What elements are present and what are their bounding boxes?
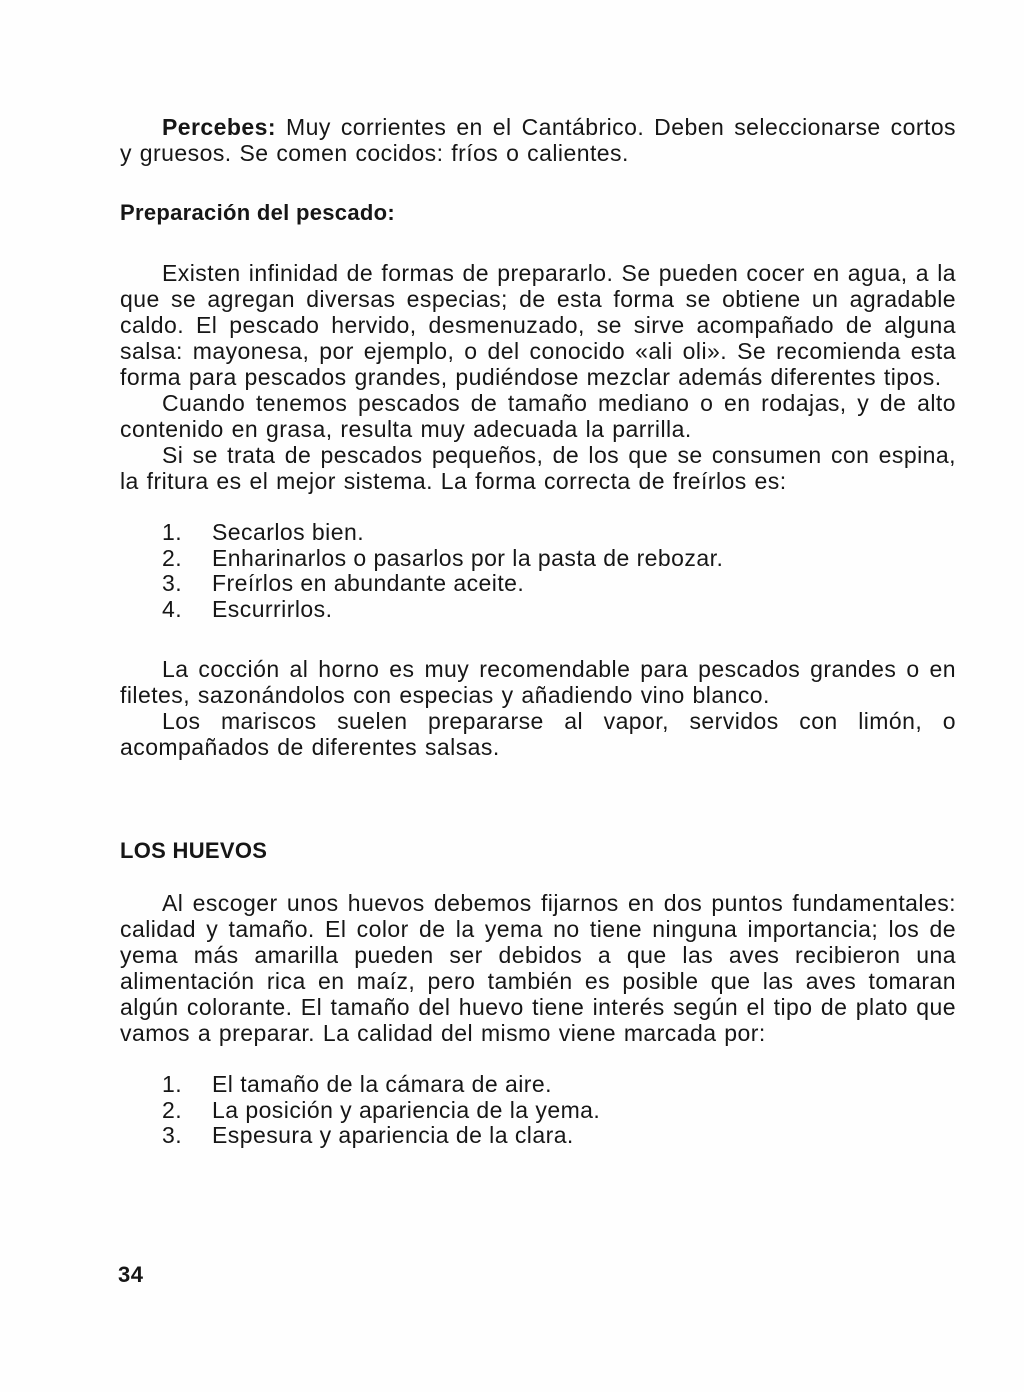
list-text: Escurrirlos. xyxy=(212,595,333,622)
list-item xyxy=(120,520,956,546)
fish-preparation-paragraph-2: Cuando tenemos pescados de tamaño mediano o en rodajas, y de alto contenido en grasa, resulta muy adecuada la parrilla. xyxy=(120,390,956,442)
eggs-paragraph: Al escoger unos huevos debemos fijarnos en dos puntos fundamentales: calidad y tamaño. El color de la yema no tiene ninguna importancia; los de yema más amarilla pueden ser debidos a que las aves recibieron una alimentación rica en maíz, pero también es posible que las aves tomaran algún colorante. El tamaño del huevo tiene interés según el tipo de plato que vamos a preparar. La calidad del mismo viene marcada por: xyxy=(120,890,956,1046)
shellfish-paragraph: Los mariscos suelen prepararse al vapor, servidos con limón, o acompañados de diferentes salsas. xyxy=(120,708,956,760)
list-item xyxy=(120,1123,956,1149)
list-number: 3. xyxy=(162,1122,183,1148)
list-text: Secarlos bien. xyxy=(212,519,365,545)
page-content xyxy=(120,114,956,1149)
list-item xyxy=(120,546,956,572)
list-text: Enharinarlos o pasarlos por la pasta de rebozar. xyxy=(212,544,724,571)
fish-preparation-paragraph-3: Si se trata de pescados pequeños, de los que se consumen con espina, la fritura es el mejor sistema. La forma correcta de freírlos es: xyxy=(120,442,956,494)
list-item xyxy=(120,1072,956,1098)
fish-preparation-paragraph-1: Existen infinidad de formas de prepararlo. Se pueden cocer en agua, a la que se agregan diversas especias; de esta forma se obtiene un agradable caldo. El pescado hervido, desmenuzado, se sirve acompañado de alguna salsa: mayonesa, por ejemplo, o del conocido «ali oli». Se recomienda esta forma para pescados grandes, pudiéndose mezclar además diferentes tipos. xyxy=(120,260,956,390)
fish-preparation-heading: Preparación del pescado: xyxy=(120,200,395,225)
list-number: 2. xyxy=(162,1096,183,1123)
list-number: 2. xyxy=(162,544,183,571)
eggs-heading: LOS HUEVOS xyxy=(120,838,268,863)
egg-quality-list xyxy=(120,1072,956,1149)
frying-steps-list xyxy=(120,520,956,622)
list-number: 3. xyxy=(162,570,183,596)
list-text: Espesura y apariencia de la clara. xyxy=(212,1122,574,1148)
list-item xyxy=(120,1098,956,1124)
list-item xyxy=(120,571,956,597)
percebes-term: Percebes: xyxy=(162,114,277,140)
percebes-paragraph xyxy=(120,114,956,166)
list-number: 1. xyxy=(162,1071,183,1097)
list-number: 1. xyxy=(162,519,183,545)
list-number: 4. xyxy=(162,595,183,622)
list-text: El tamaño de la cámara de aire. xyxy=(212,1071,552,1097)
list-item xyxy=(120,597,956,623)
page-number: 34 xyxy=(118,1262,144,1287)
list-text: Freírlos en abundante aceite. xyxy=(212,570,525,596)
percebes-text: Muy corrientes en el Cantábrico. Deben seleccionarse cortos y gruesos. Se comen cocidos: fríos o calientes. xyxy=(120,114,957,166)
oven-paragraph: La cocción al horno es muy recomendable para pescados grandes o en filetes, sazonándolos con especias y añadiendo vino blanco. xyxy=(120,656,956,708)
list-text: La posición y apariencia de la yema. xyxy=(212,1096,601,1123)
